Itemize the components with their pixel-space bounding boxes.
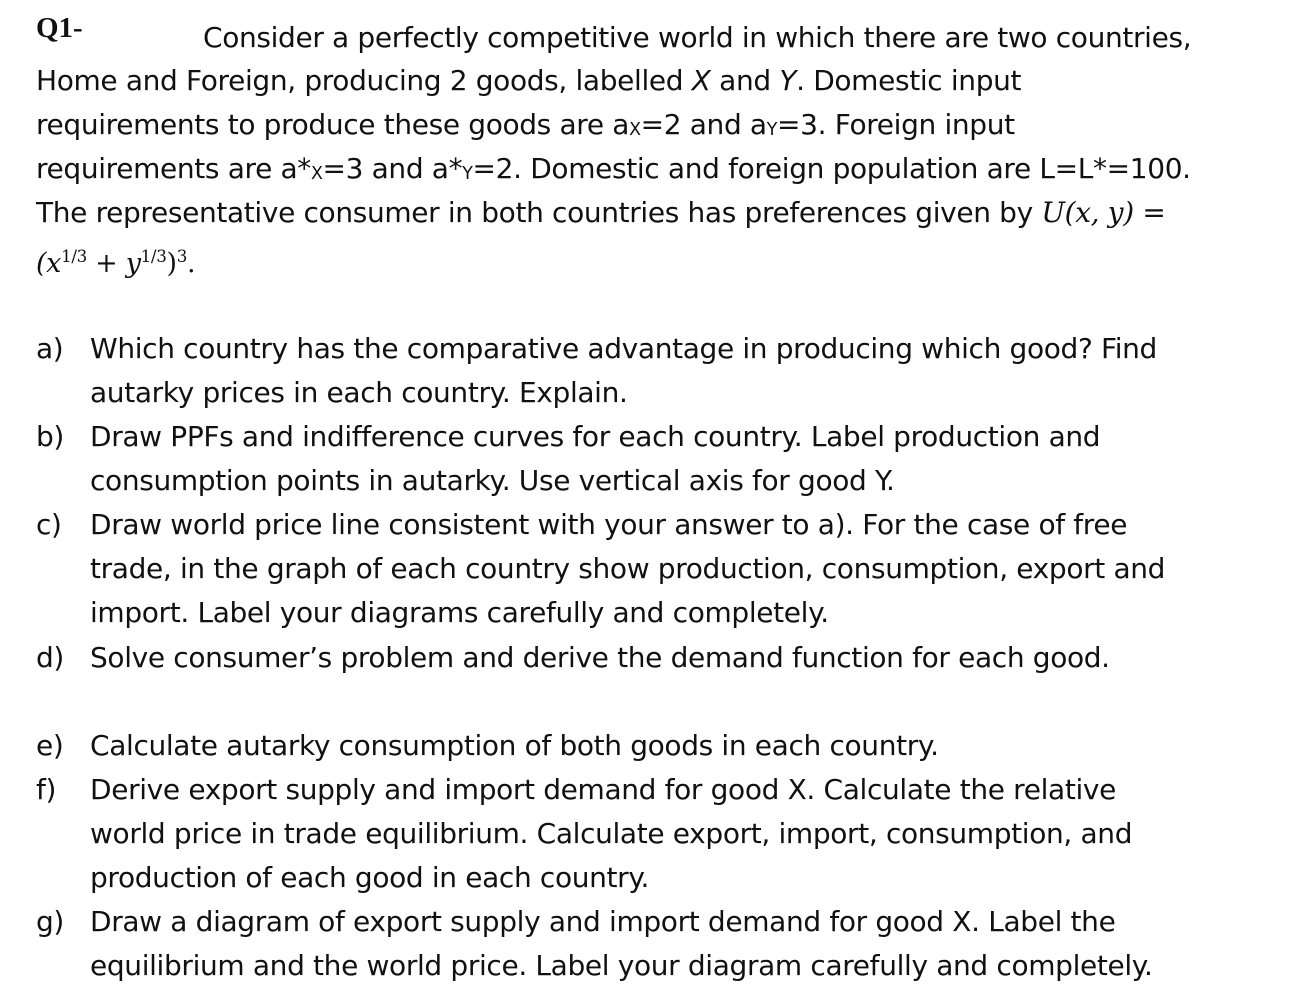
exponent: 1/3 xyxy=(140,245,167,266)
item-c-line: import. Label your diagrams carefully and completely. xyxy=(90,596,829,629)
item-f-line: production of each good in each country. xyxy=(90,861,650,894)
intro-text: =2. Domestic and foreign population are L=L*=100. xyxy=(472,152,1191,185)
subscript: X xyxy=(310,163,323,184)
item-d-line: Solve consumer’s problem and derive the demand function for each good. xyxy=(90,641,1110,674)
item-f-line: world price in trade equilibrium. Calculate export, import, consumption, and xyxy=(90,817,1133,850)
item-g-line: Draw a diagram of export supply and import demand for good X. Label the xyxy=(90,905,1116,938)
subscript: Y xyxy=(766,119,778,140)
utility-function: U(x, y) = xyxy=(1041,196,1166,229)
intro-text: The representative consumer in both countries has preferences given by xyxy=(36,196,1042,229)
good-y-label: Y xyxy=(779,64,797,97)
item-c-line: Draw world price line consistent with your answer to a). For the case of free xyxy=(90,508,1128,541)
exponent: 3 xyxy=(176,245,187,266)
item-letter: b) xyxy=(36,420,64,453)
intro-text: requirements are a* xyxy=(36,152,311,185)
question-label: Q1- xyxy=(36,12,83,44)
item-b-line: Draw PPFs and indifference curves for each country. Label production and xyxy=(90,420,1101,453)
item-letter: c) xyxy=(36,508,62,541)
item-letter: e) xyxy=(36,729,64,762)
exponent: 1/3 xyxy=(61,245,87,266)
item-g-line: equilibrium and the world price. Label your diagram carefully and completely. xyxy=(90,949,1153,982)
intro-text: requirements to produce these goods are a xyxy=(36,108,630,141)
formula-part: ) xyxy=(166,248,177,279)
item-a-line: Which country has the comparative advantage in producing which good? Find xyxy=(90,332,1157,365)
intro-text: =2 and a xyxy=(640,108,767,141)
intro-line-5 xyxy=(36,196,1166,229)
intro-text: Home and Foreign, producing 2 goods, labelled xyxy=(36,64,692,97)
subscript: Y xyxy=(462,163,473,184)
item-letter: a) xyxy=(36,332,64,365)
intro-text: =3. Foreign input xyxy=(777,108,1015,141)
item-b-line: consumption points in autarky. Use vertical axis for good Y. xyxy=(90,464,895,497)
item-e-line: Calculate autarky consumption of both goods in each country. xyxy=(90,729,939,762)
item-letter: g) xyxy=(36,905,64,938)
item-a-line: autarky prices in each country. Explain. xyxy=(90,376,628,409)
intro-line-1: Consider a perfectly competitive world in which there are two countries, xyxy=(203,21,1192,54)
item-letter: d) xyxy=(36,641,64,674)
utility-formula xyxy=(36,245,196,279)
item-f-line: Derive export supply and import demand for good X. Calculate the relative xyxy=(90,773,1116,806)
intro-text: . Domestic input xyxy=(796,64,1022,97)
intro-text: and xyxy=(710,64,780,97)
intro-line-3 xyxy=(36,108,1015,141)
good-x-label: X xyxy=(691,64,711,97)
intro-line-2 xyxy=(36,64,1022,97)
item-c-line: trade, in the graph of each country show production, consumption, export and xyxy=(90,552,1166,585)
formula-part: (x xyxy=(36,248,62,279)
item-letter: f) xyxy=(36,773,57,806)
formula-part: . xyxy=(187,248,196,279)
formula-part: + y xyxy=(86,248,141,279)
subscript: X xyxy=(629,119,641,140)
intro-text: =3 and a* xyxy=(322,152,463,185)
intro-line-4 xyxy=(36,152,1191,185)
